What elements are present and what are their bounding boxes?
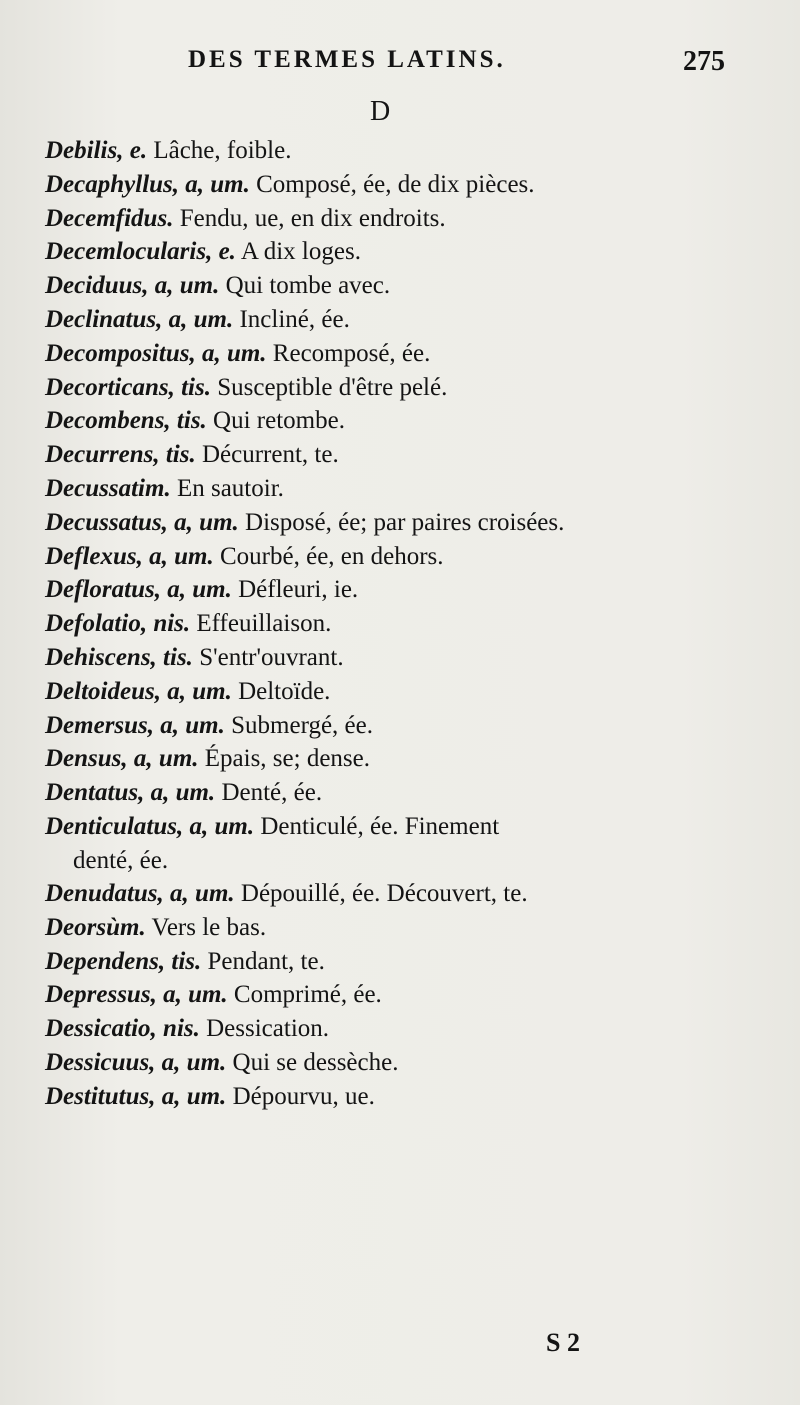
entry-term: Debilis, e. bbox=[45, 137, 148, 164]
entry-term: Decombens, tis. bbox=[45, 407, 207, 435]
entry-term: Denudatus, a, um. bbox=[45, 879, 235, 907]
glossary-entry bbox=[45, 506, 785, 540]
entry-definition: Recomposé, ée. bbox=[272, 339, 431, 367]
glossary-entry bbox=[45, 540, 785, 574]
entry-term: Decurrens, tis. bbox=[45, 441, 196, 469]
entry-term: Decemlocularis, e. bbox=[45, 238, 236, 266]
glossary-entry bbox=[45, 1012, 785, 1046]
entry-term: Decussatim. bbox=[45, 474, 171, 502]
entry-definition: Comprimé, ée. bbox=[233, 981, 382, 1009]
entry-definition: Deltoïde. bbox=[238, 677, 331, 705]
entry-term: Deorsùm. bbox=[45, 913, 146, 941]
glossary-entry bbox=[45, 776, 785, 810]
entry-term: Decemfidus. bbox=[45, 204, 174, 232]
glossary-entry bbox=[45, 168, 785, 202]
glossary-entry bbox=[45, 371, 785, 405]
entry-definition: Submergé, ée. bbox=[231, 711, 373, 739]
entry-definition: Courbé, ée, en dehors. bbox=[220, 542, 444, 570]
glossary-entry bbox=[45, 911, 785, 945]
entry-definition: Vers le bas. bbox=[151, 913, 267, 941]
entry-term: Dessicuus, a, um. bbox=[45, 1048, 227, 1076]
glossary-entry bbox=[45, 438, 785, 472]
entry-definition: Incliné, ée. bbox=[239, 305, 350, 333]
entry-definition: Qui tombe avec. bbox=[225, 272, 391, 300]
entry-definition: Susceptible d'être pelé. bbox=[217, 373, 448, 401]
entry-definition: Défleuri, ie. bbox=[238, 576, 359, 604]
entry-definition: En sautoir. bbox=[176, 474, 284, 502]
glossary-entry bbox=[45, 202, 785, 236]
entry-term: Densus, a, um. bbox=[45, 745, 199, 773]
entry-term: Deflexus, a, um. bbox=[45, 542, 214, 570]
entry-definition: Qui retombe. bbox=[213, 407, 345, 435]
glossary-entry bbox=[45, 810, 785, 877]
entry-definition: Composé, ée, de dix pièces. bbox=[256, 170, 535, 198]
glossary-entry bbox=[45, 742, 785, 776]
section-letter: D bbox=[370, 96, 391, 127]
page-header bbox=[0, 46, 800, 86]
glossary-entry bbox=[45, 337, 785, 371]
glossary-entry bbox=[45, 1046, 785, 1080]
entry-term: Decorticans, tis. bbox=[45, 373, 211, 401]
entry-definition: Lâche, foible. bbox=[153, 137, 292, 164]
glossary-entry bbox=[45, 675, 785, 709]
glossary-entry bbox=[45, 303, 785, 337]
glossary-entry bbox=[45, 877, 785, 911]
glossary-entry bbox=[45, 641, 785, 675]
entry-term: Decaphyllus, a, um. bbox=[45, 170, 250, 198]
entry-term: Defolatio, nis. bbox=[45, 610, 191, 638]
page-number: 275 bbox=[683, 46, 725, 77]
entry-term: Deciduus, a, um. bbox=[45, 272, 220, 300]
entry-term: Dessicatio, nis. bbox=[45, 1015, 200, 1043]
entry-term: Destitutus, a, um. bbox=[45, 1082, 227, 1110]
entry-definition: Épais, se; dense. bbox=[204, 745, 370, 773]
glossary-entry bbox=[45, 945, 785, 979]
entry-term: Demersus, a, um. bbox=[45, 711, 225, 739]
glossary-entry bbox=[45, 269, 785, 303]
entry-term: Deltoideus, a, um. bbox=[45, 677, 232, 705]
entry-definition: Pendant, te. bbox=[207, 947, 325, 975]
glossary-entry bbox=[45, 978, 785, 1012]
glossary-entry bbox=[45, 472, 785, 506]
glossary-entry bbox=[45, 573, 785, 607]
entry-term: Decussatus, a, um. bbox=[45, 508, 239, 536]
entry-definition: Dépourvu, ue. bbox=[232, 1082, 375, 1110]
entry-term: Denticulatus, a, um. bbox=[45, 812, 255, 840]
entry-definition: Denté, ée. bbox=[221, 779, 323, 807]
entry-term: Decompositus, a, um. bbox=[45, 339, 267, 367]
glossary-entry bbox=[45, 1080, 785, 1114]
signature-mark: S 2 bbox=[546, 1328, 580, 1357]
entry-definition: Disposé, ée; par paires croisées. bbox=[245, 508, 565, 536]
entry-definition: Denticulé, ée. Finement bbox=[260, 812, 500, 840]
entry-definition: S'entr'ouvrant. bbox=[199, 643, 344, 671]
glossary-entry bbox=[45, 709, 785, 743]
glossary-entry bbox=[45, 134, 785, 168]
glossary-entry bbox=[45, 607, 785, 641]
entry-definition: Décurrent, te. bbox=[201, 441, 339, 469]
entry-definition: Dessication. bbox=[206, 1015, 330, 1043]
entry-term: Depressus, a, um. bbox=[45, 981, 228, 1009]
entry-definition: Fendu, ue, en dix endroits. bbox=[179, 204, 446, 232]
entry-definition: Dépouillé, ée. Découvert, te. bbox=[240, 879, 528, 907]
entry-definition-continued: denté, ée. bbox=[73, 846, 169, 874]
entry-term: Dependens, tis. bbox=[45, 947, 202, 975]
entry-definition: A dix loges. bbox=[240, 238, 361, 266]
entry-definition: Effeuillaison. bbox=[196, 610, 332, 638]
entry-definition: Qui se dessèche. bbox=[232, 1048, 399, 1076]
glossary-entry bbox=[45, 235, 785, 269]
glossary-entries bbox=[45, 134, 785, 1114]
running-title: DES TERMES LATINS. bbox=[188, 46, 506, 73]
glossary-entry bbox=[45, 404, 785, 438]
entry-term: Defloratus, a, um. bbox=[45, 576, 232, 604]
entry-term: Dehiscens, tis. bbox=[45, 643, 193, 671]
entry-term: Dentatus, a, um. bbox=[45, 779, 216, 807]
entry-term: Declinatus, a, um. bbox=[45, 305, 234, 333]
